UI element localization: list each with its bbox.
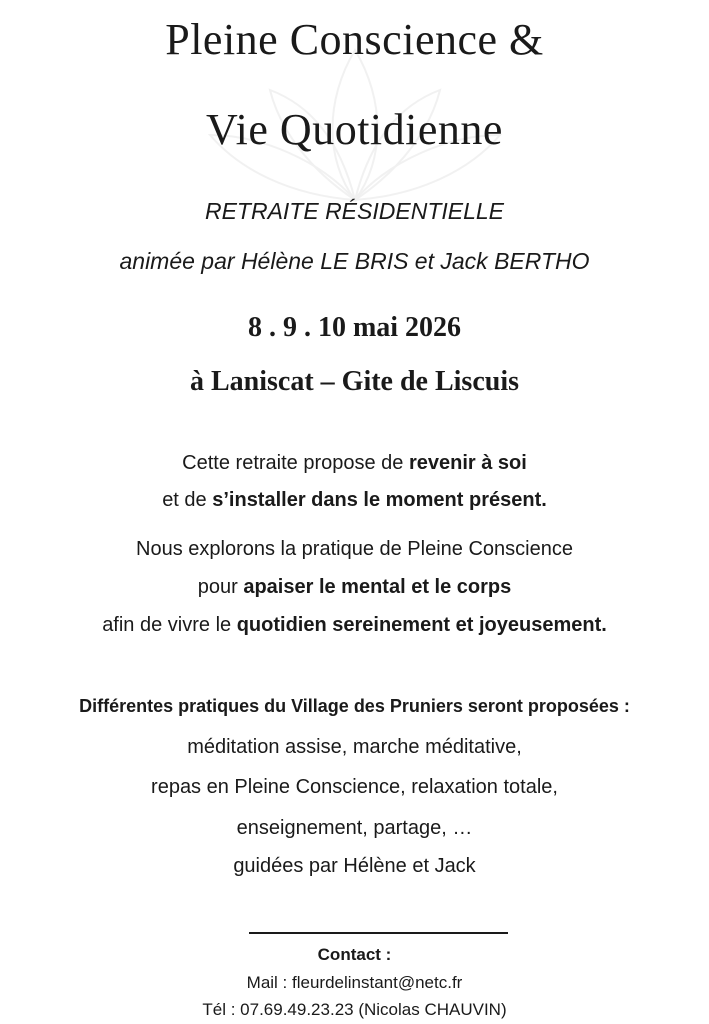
intro-line-2 (0, 489, 709, 512)
event-dates: 8 . 9 . 10 mai 2026 (247, 312, 462, 343)
intro-emphasis: s’installer dans le moment présent. (212, 489, 547, 511)
practice-item: enseignement, partage, … (236, 817, 473, 839)
intro-emphasis: quotidien sereinement et joyeusement. (236, 614, 607, 636)
title-line-1: Pleine Conscience & (165, 15, 544, 64)
contact-mail: Mail : fleurdelinstant@netc.fr (246, 973, 463, 992)
intro-line-4 (0, 576, 709, 599)
intro-line-3: Nous explorons la pratique de Pleine Conscience (136, 538, 573, 560)
contact-heading: Contact : (317, 945, 392, 964)
retreat-subtitle: RETRAITE RÉSIDENTIELLE (204, 198, 505, 224)
intro-emphasis: apaiser le mental et le corps (243, 576, 512, 598)
intro-line-1 (0, 452, 709, 475)
practice-item: repas en Pleine Conscience, relaxation totale, (151, 776, 558, 798)
practices-heading: Différentes pratiques du Village des Pruniers seront proposées : (79, 696, 630, 716)
title-line-2: Vie Quotidienne (206, 105, 503, 154)
contact-phone: Tél : 07.69.49.23.23 (Nicolas CHAUVIN) (202, 1000, 507, 1019)
practice-item: guidées par Hélène et Jack (233, 855, 476, 877)
contact-divider (249, 932, 508, 934)
hosts-line: animée par Hélène LE BRIS et Jack BERTHO (119, 248, 590, 274)
intro-text: Cette retraite propose de (182, 452, 409, 474)
intro-text: pour (197, 576, 244, 598)
intro-text: et de (162, 489, 213, 511)
intro-text: afin de vivre le (102, 614, 237, 636)
intro-emphasis: revenir à soi (408, 452, 527, 474)
practice-item: méditation assise, marche méditative, (187, 736, 522, 758)
event-location: à Laniscat – Gite de Liscuis (189, 366, 519, 397)
intro-line-5 (0, 614, 709, 637)
